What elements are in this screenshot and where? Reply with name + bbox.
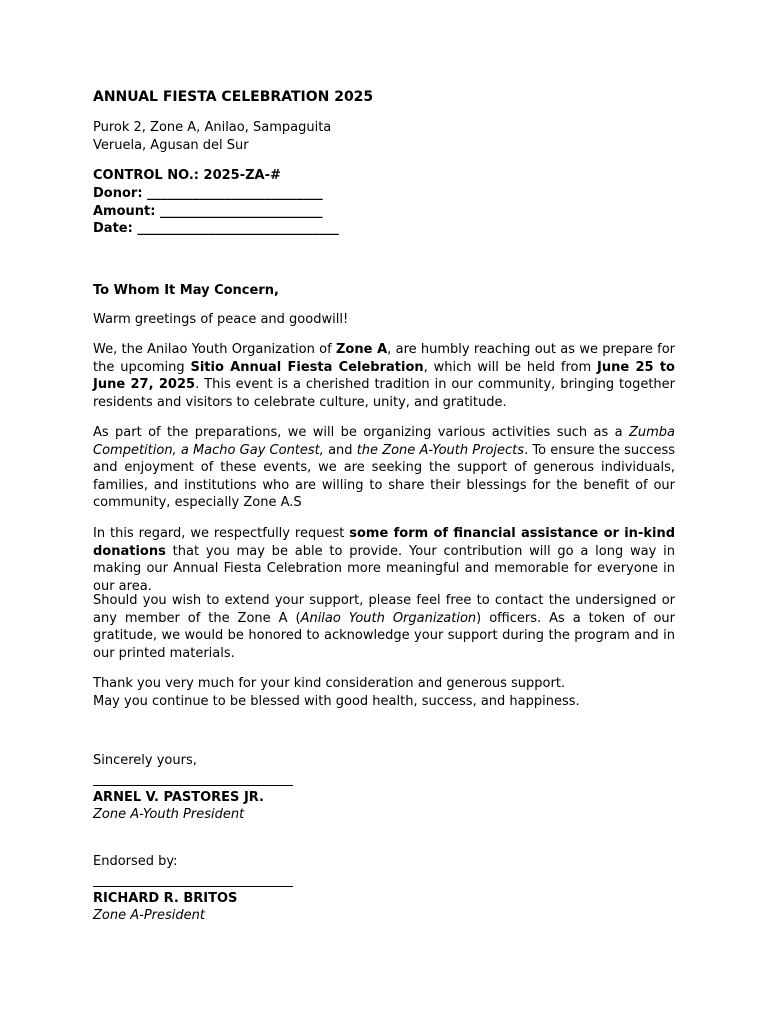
p2-text-e: . To ensure the success and enjoyment of these events, we are seeking the support of generous individuals, families, and institutions who are willing to share their blessings for the benefit of our community, especially Zone A.S [93,442,676,510]
donor-blank: ___________________________ [147,186,323,201]
date-label: Date: [93,221,133,236]
paragraph-3 [93,525,675,595]
signatory-1-name: ARNEL V. PASTORES JR. [93,790,264,805]
amount-field [93,203,675,221]
p4-organization: Anilao Youth Organization [300,610,477,626]
p3-request: some form of financial assistance or in-kind donations [93,526,675,559]
date-blank: _______________________________ [137,221,339,236]
signatory-1-role: Zone A-Youth President [93,807,245,822]
salutation: To Whom It May Concern, [93,283,279,298]
signatory-2-name: RICHARD R. BRITOS [93,891,238,906]
greeting: Warm greetings of peace and goodwill! [93,312,349,327]
paragraph-4 [93,592,675,662]
amount-blank: _________________________ [160,204,323,219]
address-line-1: Purok 2, Zone A, Anilao, Sampaguita [93,120,332,135]
p1-event-name: Sitio Annual Fiesta Celebration [190,359,424,375]
p1-text-a: We, the Anilao Youth Organization of [93,342,336,357]
p2-text-c: and [323,442,357,458]
thanks-line-1: Thank you very much for your kind consideration and generous support. [93,676,566,691]
document-title: ANNUAL FIESTA CELEBRATION 2025 [93,89,374,105]
p1-text-g: . This event is a cherished tradition in our community, bringing together residents and visitors to celebrate culture, unity, and gratitude. [93,377,676,410]
paragraph-1 [93,341,675,411]
donor-field [93,185,675,203]
p1-zone: Zone A [335,342,388,357]
p2-projects: the Zone A-Youth Projects [356,442,525,458]
closing: Sincerely yours, [93,753,197,768]
p3-text-a: In this regard, we respectfully request [93,526,350,541]
donor-label: Donor: [93,186,143,201]
signatory-2-role: Zone A-President [93,908,205,923]
p4-text-a: Should you wish to extend your support, please feel free to contact the undersigned or any member of the Zone A ( [93,593,675,626]
p1-text-e: , which will be held from [423,359,598,375]
p3-text-c: that you may be able to provide. Your contribution will go a long way in making our Annual Fiesta Celebration more meaningful and memorable for everyone in our area. [93,543,675,594]
amount-label: Amount: [93,204,156,219]
p1-event-dates: June 25 to June 27, 2025 [93,359,675,392]
p2-activities: Zumba Competition, a Macho Gay Contest, [93,425,675,458]
p4-text-c: ) officers. As a token of our gratitude, we would be honored to acknowledge your support during the program and in our printed materials. [93,610,676,661]
p1-text-c: , are humbly reaching out as we prepare for the upcoming [93,342,676,375]
endorsed-label: Endorsed by: [93,854,178,869]
paragraph-2 [93,424,675,512]
address-line-2: Veruela, Agusan del Sur [93,138,249,153]
date-field [93,220,675,238]
control-number: CONTROL NO.: 2025-ZA-# [93,168,281,183]
p2-text-a: As part of the preparations, we will be organizing various activities such as a [93,425,629,440]
thanks-line-2: May you continue to be blessed with good health, success, and happiness. [93,694,580,709]
